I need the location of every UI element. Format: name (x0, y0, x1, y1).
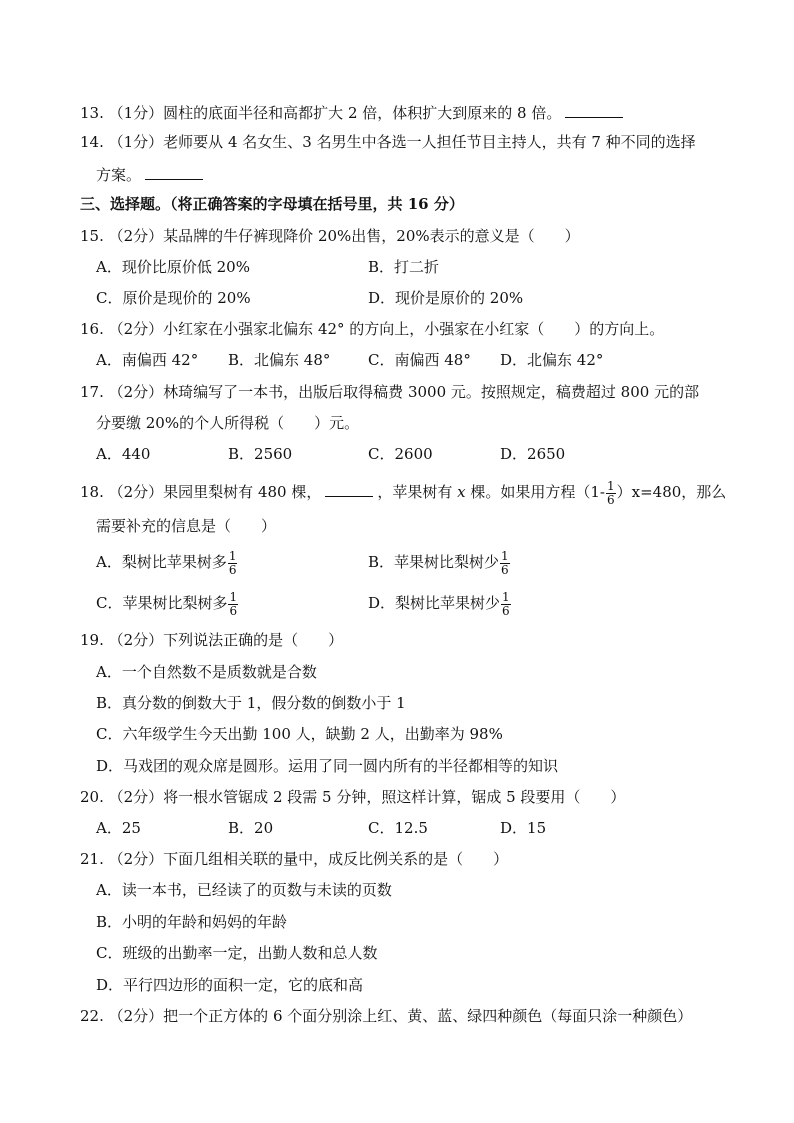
question-text: （1分）圆柱的底面半径和高都扩大 2 倍，体积扩大到原来的 8 倍。 (108, 104, 562, 122)
option-d[interactable] (368, 589, 512, 618)
question-20 (80, 787, 625, 807)
option-d[interactable]: D．现价是原价的 20% (368, 289, 524, 307)
question-text: （2分）果园里梨树有 480 棵， (108, 483, 322, 501)
option-c[interactable]: C．班级的出勤率一定，出勤人数和总人数 (96, 944, 378, 962)
option-b[interactable]: B．20 (228, 819, 274, 837)
question-number: 14. (80, 133, 104, 151)
option-a[interactable] (96, 548, 238, 577)
option-text: B．苹果树比梨树少 (368, 553, 500, 571)
question-text: 棵。如果用方程（1- (465, 483, 605, 501)
question-14 (80, 132, 696, 152)
option-a[interactable]: A．现价比原价低 20% (96, 258, 250, 276)
question-text: （2分）将一根水管锯成 2 段需 5 分钟，照这样计算，锯成 5 段要用（ ） (108, 788, 626, 806)
question-13 (80, 101, 623, 123)
option-a[interactable]: A．读一本书，已经读了的页数与未读的页数 (96, 881, 392, 899)
fraction-numerator: 1 (607, 478, 615, 493)
question-number: 21. (80, 850, 104, 868)
option-d[interactable]: D．平行四边形的面积一定，它的底和高 (96, 976, 364, 994)
question-18-cont: 需要补充的信息是（ ） (96, 517, 277, 535)
fraction-numerator: 1 (228, 548, 237, 563)
option-a[interactable]: A．一个自然数不是质数就是合数 (96, 663, 317, 681)
fraction-numerator: 1 (501, 548, 509, 563)
option-b[interactable] (368, 548, 511, 577)
fraction-denominator: 6 (228, 562, 237, 577)
question-text: （1分）老师要从 4 名女生、3 名男生中各选一人担任节目主持人，共有 7 种不同的选择 (108, 133, 696, 151)
question-17 (80, 382, 699, 402)
option-b[interactable]: B．北偏东 48° (228, 351, 331, 369)
question-number: 22. (80, 1007, 104, 1025)
fraction (228, 550, 238, 577)
option-c[interactable] (96, 589, 239, 618)
fraction-numerator: 1 (229, 589, 238, 604)
question-text: （2分）下列说法正确的是（ ） (108, 631, 344, 649)
question-19 (80, 630, 343, 650)
question-number: 17. (80, 383, 104, 401)
option-c[interactable]: C．12.5 (368, 819, 428, 837)
fraction (501, 591, 511, 618)
option-d[interactable]: D．马戏团的观众席是圆形。运用了同一圆内所有的半径都相等的知识 (96, 757, 559, 775)
option-text: D．梨树比苹果树少 (368, 594, 501, 612)
question-16 (80, 319, 664, 339)
option-c[interactable]: C．六年级学生今天出勤 100 人，缺勤 2 人，出勤率为 98% (96, 725, 503, 743)
question-text: （2分）小红家在小强家北偏东 42° 的方向上，小强家在小红家（ ）的方向上。 (108, 320, 665, 338)
question-text: （2分）下面几组相关联的量中，成反比例关系的是（ ） (108, 850, 509, 868)
question-18 (80, 478, 726, 507)
question-number: 19. (80, 631, 104, 649)
option-a[interactable]: A．440 (96, 445, 151, 463)
fraction-denominator: 6 (607, 492, 615, 507)
fraction-denominator: 6 (229, 603, 238, 618)
fraction-numerator: 1 (502, 589, 510, 604)
option-d[interactable]: D．北偏东 42° (500, 351, 604, 369)
question-number: 15. (80, 227, 104, 245)
question-text: （2分）某品牌的牛仔裤现降价 20%出售，20%表示的意义是（ ） (108, 227, 580, 245)
option-b[interactable]: B．真分数的倒数大于 1，假分数的倒数小于 1 (96, 694, 406, 712)
fraction-denominator: 6 (501, 562, 509, 577)
question-text: 方案。 (96, 166, 142, 184)
question-text: （2分）把一个正方体的 6 个面分别涂上红、黄、蓝、绿四种颜色（每面只涂一种颜色） (108, 1007, 693, 1025)
option-c[interactable]: C．原价是现价的 20% (96, 289, 251, 307)
fraction-denominator: 6 (502, 603, 510, 618)
option-c[interactable]: C．2600 (368, 445, 433, 463)
answer-blank[interactable] (565, 101, 623, 118)
fraction (228, 591, 238, 618)
section-heading: 三、选择题。（将正确答案的字母填在括号里，共 16 分） (80, 195, 464, 213)
question-text: ）x=480，那么 (616, 483, 727, 501)
option-b[interactable]: B．打二折 (368, 258, 440, 276)
answer-blank[interactable] (325, 480, 373, 497)
question-15 (80, 226, 580, 246)
fraction (606, 480, 616, 507)
question-number: 18. (80, 483, 104, 501)
question-17-cont: 分要缴 20%的个人所得税（ ）元。 (96, 414, 360, 432)
question-14-cont (96, 163, 203, 185)
question-text: （2分）林琦编写了一本书，出版后取得稿费 3000 元。按照规定，稿费超过 800 元的部 (108, 383, 700, 401)
option-text: A．梨树比苹果树多 (96, 553, 227, 571)
option-c[interactable]: C．南偏西 48° (368, 351, 471, 369)
question-number: 13. (80, 104, 104, 122)
option-b[interactable]: B．小明的年龄和妈妈的年龄 (96, 913, 288, 931)
option-a[interactable]: A．25 (96, 819, 141, 837)
question-22 (80, 1006, 692, 1026)
question-number: 20. (80, 788, 104, 806)
question-21 (80, 849, 508, 869)
option-a[interactable]: A．南偏西 42° (96, 351, 199, 369)
fraction (500, 550, 510, 577)
question-text: ，苹果树有 (377, 483, 458, 501)
variable-x: x (457, 483, 466, 501)
option-text: C．苹果树比梨树多 (96, 594, 228, 612)
answer-blank[interactable] (145, 163, 203, 180)
option-d[interactable]: D．15 (500, 819, 547, 837)
question-number: 16. (80, 320, 104, 338)
option-b[interactable]: B．2560 (228, 445, 293, 463)
option-d[interactable]: D．2650 (500, 445, 566, 463)
